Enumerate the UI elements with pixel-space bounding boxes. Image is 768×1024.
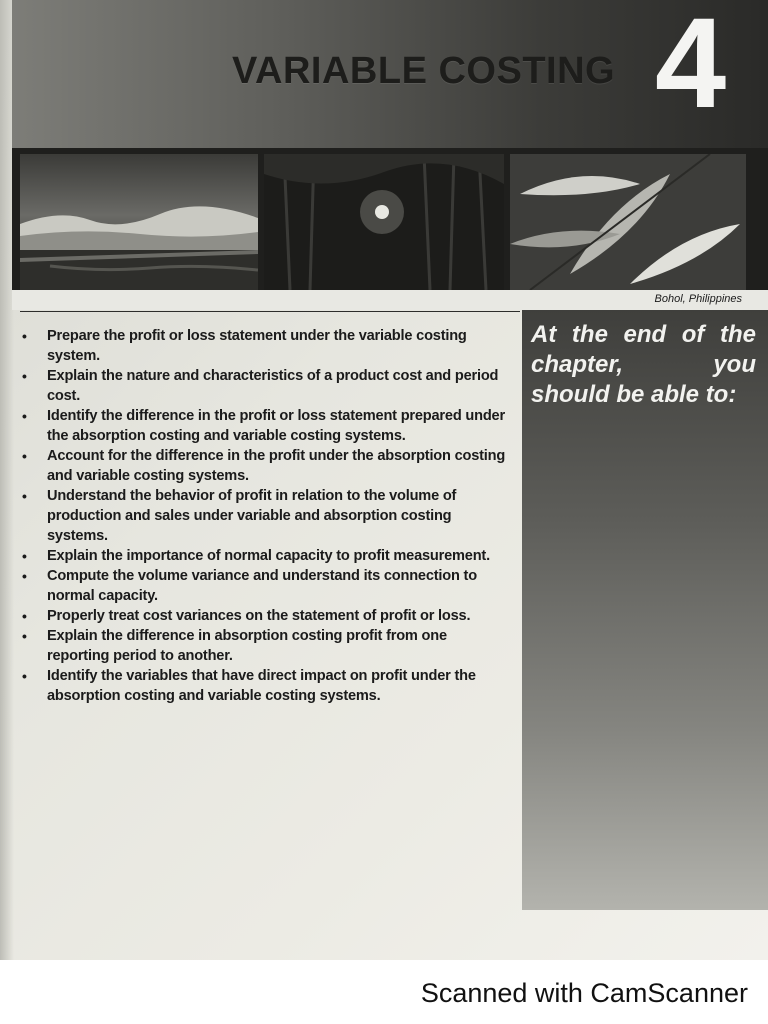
objective-item [20, 626, 506, 666]
objective-text: Identify the difference in the profit or loss statement prepared under the absorption costing and variable costing systems. [47, 408, 505, 444]
bullet-icon: • [22, 628, 27, 644]
objective-text: Explain the importance of normal capacity to profit measurement. [47, 548, 490, 564]
bullet-icon: • [22, 408, 27, 424]
objective-item [20, 666, 506, 706]
objective-item [20, 366, 506, 406]
objective-text: Compute the volume variance and understand its connection to normal capacity. [47, 568, 477, 604]
photo-caption: Bohol, Philippines [654, 293, 742, 305]
bamboo-leaves-photo [510, 154, 746, 290]
objective-text: Prepare the profit or loss statement under the variable costing system. [47, 328, 467, 364]
objective-text: Properly treat cost variances on the statement of profit or loss. [47, 608, 471, 624]
coastal-landscape-photo [20, 154, 258, 290]
scanner-watermark: Scanned with CamScanner [420, 978, 748, 1008]
objectives-list [20, 326, 506, 706]
photo-strip [12, 148, 768, 298]
bullet-icon: • [22, 548, 27, 564]
objective-item [20, 486, 506, 546]
bullet-icon: • [22, 608, 27, 624]
objective-item [20, 406, 506, 446]
chapter-number: 4 [655, 0, 727, 135]
objective-text: Identify the variables that have direct impact on profit under the absorption costing and variable costing systems. [47, 668, 476, 704]
bullet-icon: • [22, 328, 27, 344]
section-divider [20, 311, 520, 312]
objective-item [20, 446, 506, 486]
objective-item [20, 546, 506, 566]
bullet-icon: • [22, 568, 27, 584]
bullet-icon: • [22, 488, 27, 504]
objectives-heading: At the end of the chapter, you should be able to: [531, 321, 756, 408]
forest-at-night-photo [264, 154, 504, 290]
objective-text: Understand the behavior of profit in relation to the volume of production and sales under variable and absorption costing systems. [47, 488, 457, 544]
objective-item [20, 566, 506, 606]
chapter-title: VARIABLE COSTING [232, 50, 616, 92]
bullet-icon: • [22, 448, 27, 464]
objective-text: Explain the difference in absorption costing profit from one reporting period to another. [47, 628, 447, 664]
objective-text: Explain the nature and characteristics of a product cost and period cost. [47, 368, 499, 404]
bullet-icon: • [22, 368, 27, 384]
objective-text: Account for the difference in the profit under the absorption costing and variable costing systems. [47, 448, 506, 484]
objective-item [20, 606, 506, 626]
objective-item [20, 326, 506, 366]
bullet-icon: • [22, 668, 27, 684]
